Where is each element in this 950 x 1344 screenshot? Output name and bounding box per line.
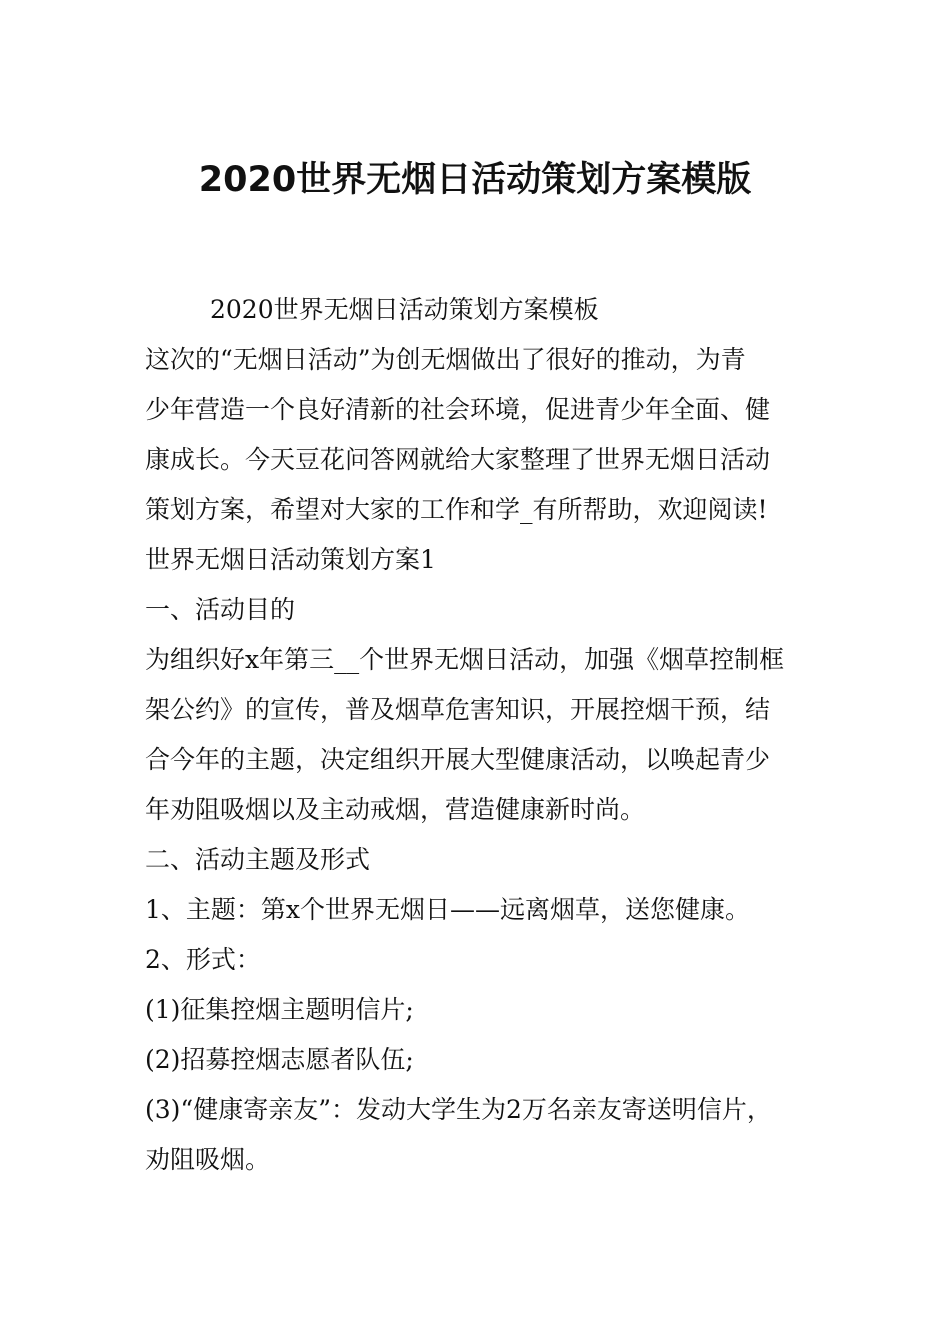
purpose-line-1: 为组织好x年第三__个世界无烟日活动，加强《烟草控制框	[145, 645, 785, 674]
purpose-line-2: 架公约》的宣传，普及烟草危害知识，开展控烟干预，结	[145, 695, 771, 724]
document-title: 2020世界无烟日活动策划方案模版	[198, 160, 752, 200]
subtitle-line: 2020世界无烟日活动策划方案模板	[210, 295, 599, 324]
intro-line-1: 这次的“无烟日活动”为创无烟做出了很好的推动，为青	[145, 345, 746, 374]
document-body	[145, 285, 810, 1185]
format-item-1: (1)征集控烟主题明信片;	[145, 995, 414, 1024]
format-item-3: (3)“健康寄亲友”：发动大学生为2万名亲友寄送明信片，	[145, 1095, 772, 1124]
intro-line-3: 康成长。今天豆花问答网就给大家整理了世界无烟日活动	[145, 445, 771, 474]
section-heading-plan-1: 世界无烟日活动策划方案1	[145, 545, 436, 574]
format-heading: 2、形式：	[145, 945, 261, 974]
format-item-3-cont: 劝阻吸烟。	[145, 1145, 271, 1174]
intro-line-2: 少年营造一个良好清新的社会环境，促进青少年全面、健	[145, 395, 771, 424]
purpose-line-4: 年劝阻吸烟以及主动戒烟，营造健康新时尚。	[145, 795, 646, 824]
intro-line-4: 策划方案，希望对大家的工作和学_有所帮助，欢迎阅读!	[145, 495, 768, 524]
section-heading-purpose: 一、活动目的	[145, 595, 296, 624]
section-heading-theme-format: 二、活动主题及形式	[145, 845, 371, 874]
theme-line: 1、主题：第x个世界无烟日——远离烟草，送您健康。	[145, 895, 751, 924]
purpose-line-3: 合今年的主题，决定组织开展大型健康活动，以唤起青少	[145, 745, 771, 774]
format-item-2: (2)招募控烟志愿者队伍;	[145, 1045, 414, 1074]
